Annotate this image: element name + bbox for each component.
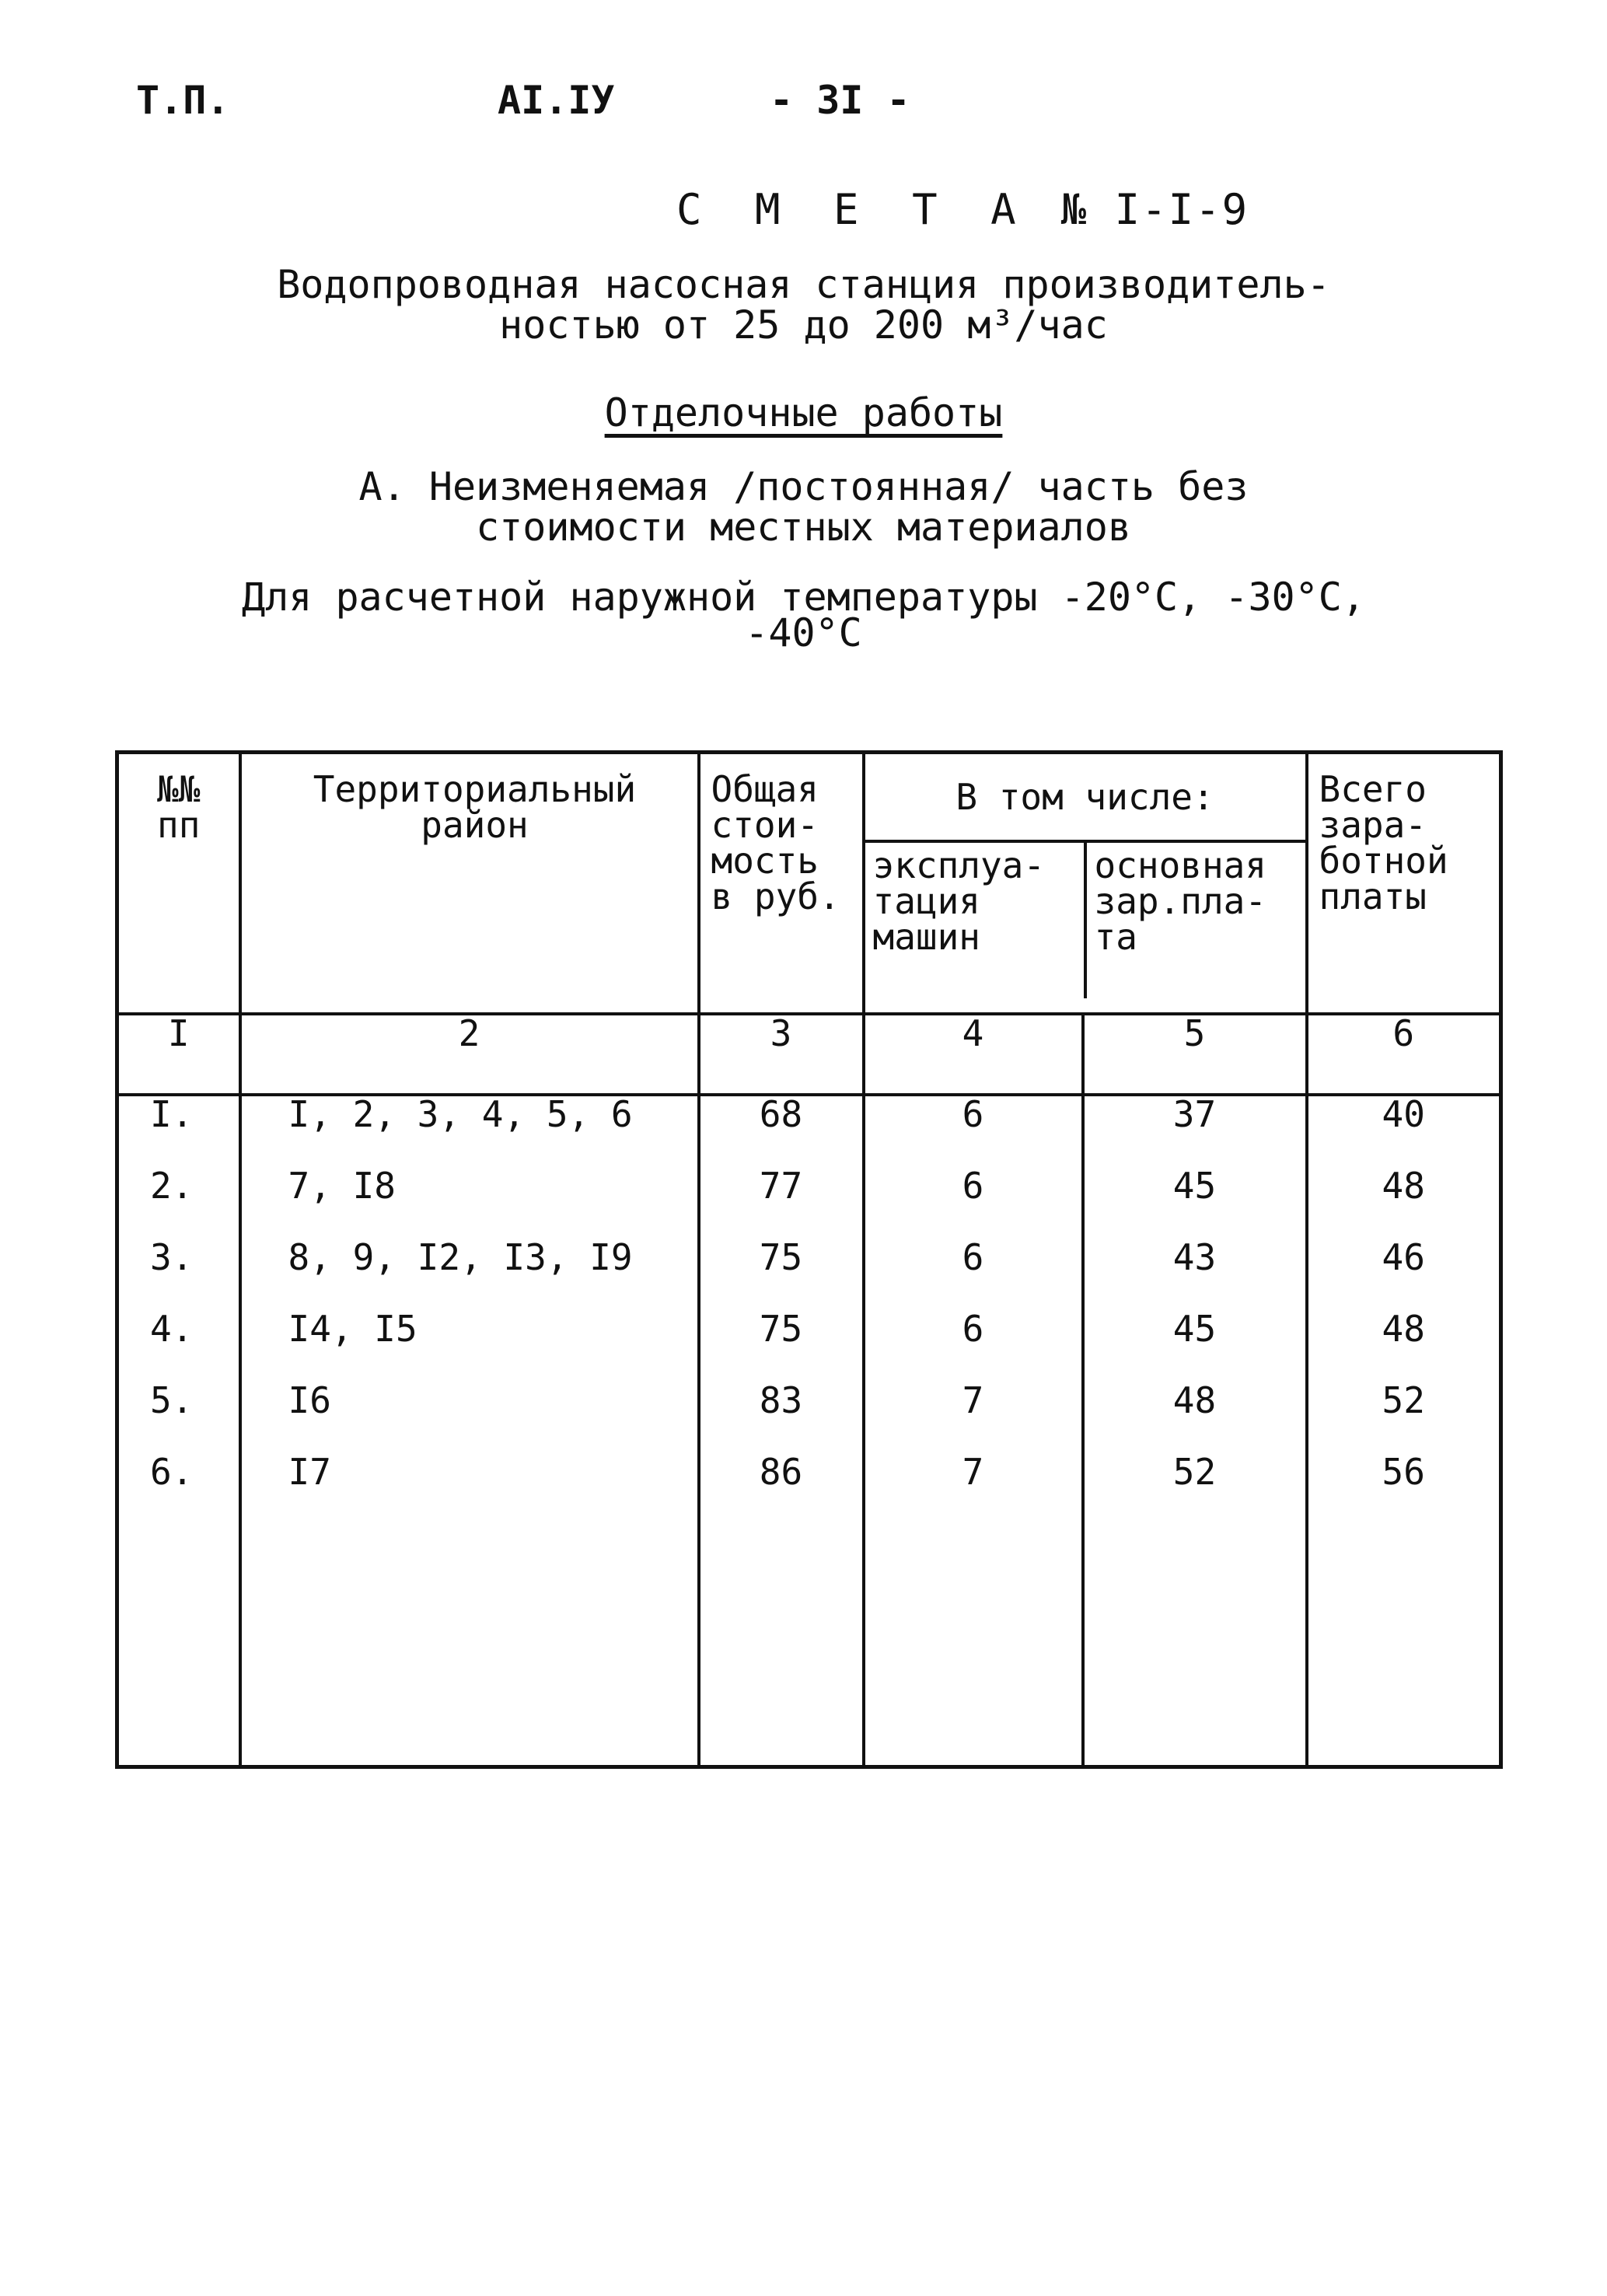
row-total-wages: 46 [1382, 1236, 1425, 1278]
row-region: I6 [288, 1379, 331, 1421]
row-total: 68 [759, 1093, 803, 1135]
row-total: 86 [759, 1451, 803, 1493]
colnum-5: 5 [1083, 1014, 1307, 1095]
header-num: №№ пп [117, 753, 240, 1015]
row-region: I4, I5 [288, 1308, 417, 1350]
col-wages [1083, 1095, 1307, 1767]
table-header-row [117, 753, 1501, 1015]
col-region [240, 1095, 699, 1767]
row-wages: 45 [1172, 1165, 1217, 1207]
row-num: 2. [150, 1165, 194, 1207]
header-including-group [864, 753, 1307, 1015]
row-wages: 52 [1172, 1451, 1217, 1493]
row-machines: 7 [962, 1451, 984, 1493]
header-including: В том числе: [865, 754, 1305, 843]
row-total-wages: 40 [1382, 1093, 1425, 1135]
estimate-table [115, 750, 1503, 1769]
col-machines [864, 1095, 1083, 1767]
temperature-line-1: Для расчетной наружной температуры -20°С, -30°С, [242, 575, 1365, 620]
row-wages: 43 [1172, 1236, 1217, 1278]
row-wages: 45 [1172, 1308, 1217, 1350]
title-label: С М Е Т А [676, 185, 1030, 234]
row-region: 7, I8 [288, 1165, 396, 1207]
row-wages: 48 [1172, 1379, 1217, 1421]
row-region: I, 2, 3, 4, 5, 6 [288, 1093, 633, 1135]
row-wages: 37 [1172, 1093, 1217, 1135]
row-machines: 7 [962, 1379, 984, 1421]
row-num: I. [150, 1093, 194, 1135]
part-line-1: А. Неизменяемая /постоянная/ часть без [358, 464, 1249, 509]
row-region: 8, 9, I2, I3, I9 [288, 1236, 633, 1278]
row-num: 5. [150, 1379, 194, 1421]
row-num: 6. [150, 1451, 194, 1493]
header-machines: эксплуа- тация машин [872, 844, 1046, 958]
temperature-line-2: -40°С [745, 610, 862, 655]
row-total-wages: 48 [1382, 1165, 1425, 1207]
header-total: Общая стои- мость в руб. [699, 753, 864, 1015]
row-total: 77 [759, 1165, 803, 1207]
row-machines: 6 [962, 1165, 984, 1207]
table-body [117, 1095, 1501, 1767]
row-region: I7 [288, 1451, 331, 1493]
row-total: 75 [759, 1308, 803, 1350]
row-total-wages: 56 [1382, 1451, 1425, 1493]
row-num: 4. [150, 1308, 194, 1350]
colnum-6: 6 [1307, 1014, 1501, 1095]
row-total: 75 [759, 1236, 803, 1278]
row-num: 3. [150, 1236, 194, 1278]
page-number: - 3I - [770, 78, 910, 123]
row-total: 83 [759, 1379, 803, 1421]
subtitle-line-1: Водопроводная насосная станция производитель- [277, 262, 1330, 307]
section-heading-text: Отделочные работы [604, 390, 1003, 435]
col-num [117, 1095, 240, 1767]
row-total-wages: 48 [1382, 1308, 1425, 1350]
col-total [699, 1095, 864, 1767]
title-number: № I-I-9 [1060, 185, 1249, 234]
subtitle-line-2: ностью от 25 до 200 м³/час [499, 302, 1108, 348]
column-number-row [117, 1014, 1501, 1095]
col-total-wages [1307, 1095, 1501, 1767]
row-total-wages: 52 [1382, 1379, 1425, 1421]
document-title [676, 185, 1249, 234]
row-machines: 6 [962, 1308, 984, 1350]
part-line-2: стоимости местных материалов [476, 505, 1131, 550]
colnum-1: I [117, 1014, 240, 1095]
header-region: Территориальный район [240, 753, 699, 1015]
doc-code: Т.П. [136, 78, 230, 123]
colnum-4: 4 [864, 1014, 1083, 1095]
row-machines: 6 [962, 1093, 984, 1135]
header-total-wages: Всего зара- ботной платы [1307, 753, 1501, 1015]
header-wages: основная зар.пла- та [1084, 843, 1305, 998]
album-code: АI.IУ [498, 78, 615, 123]
colnum-3: 3 [699, 1014, 864, 1095]
colnum-2: 2 [240, 1014, 699, 1095]
row-machines: 6 [962, 1236, 984, 1278]
section-heading [0, 390, 1607, 435]
